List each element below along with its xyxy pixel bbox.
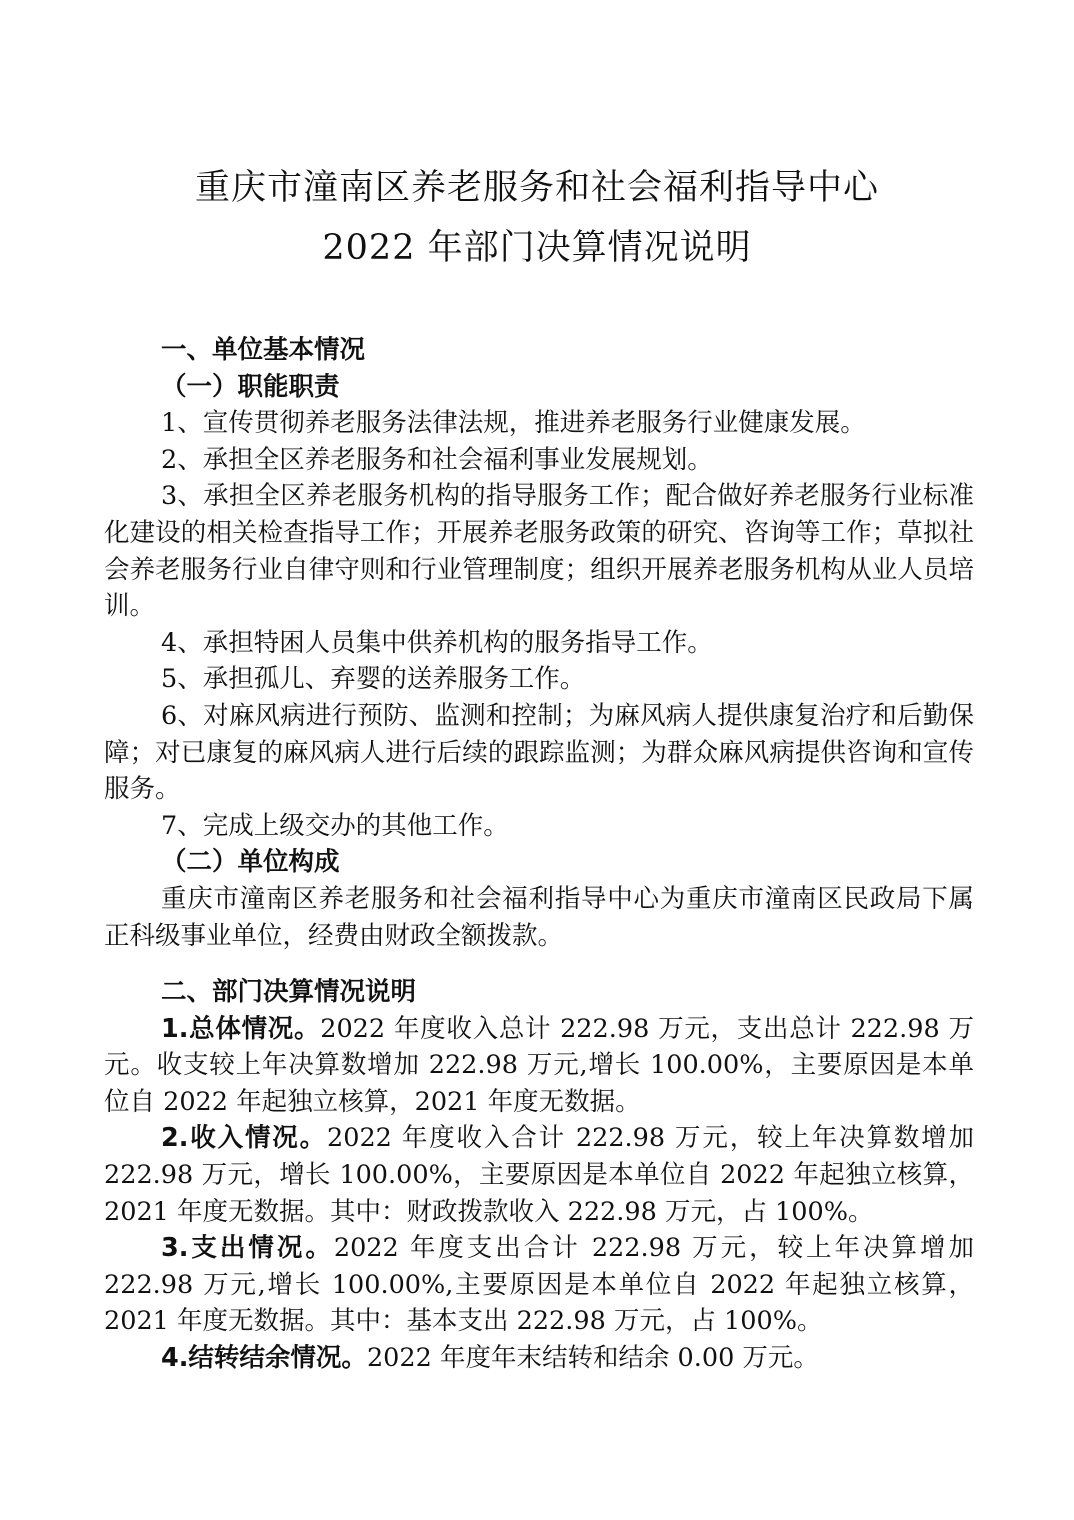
- document-body: [104, 332, 974, 1377]
- budget-item-income: [104, 1120, 974, 1230]
- subsection-heading-composition: （二）单位构成: [161, 847, 340, 878]
- budget-item-label: 4.结转结余情况。: [161, 1343, 367, 1374]
- budget-item-text: 2022 年度收入合计 222.98 万元，较上年决算数增加 222.98 万元，增长 100.00%，主要原因是本单位自 2022 年起独立核算，2021 年度无数据。其中：财政拨款收入 222.98 万元，占 100%。: [104, 1123, 974, 1227]
- composition-paragraph: 重庆市潼南区养老服务和社会福利指导中心为重庆市潼南区民政局下属正科级事业单位，经费由财政全额拨款。: [104, 883, 974, 951]
- budget-item-carryover: [104, 1340, 974, 1377]
- section-heading-budget: 二、部门决算情况说明: [161, 977, 417, 1008]
- function-item-6: 6、对麻风病进行预防、监测和控制；为麻风病人提供康复治疗和后勤保障；对已康复的麻风病人进行后续的跟踪监测；为群众麻风病提供咨询和宣传服务。: [104, 700, 974, 805]
- budget-item-label: 3.支出情况。: [161, 1233, 334, 1264]
- function-item-2: 2、承担全区养老服务和社会福利事业发展规划。: [161, 444, 713, 475]
- budget-item-expenditure: [104, 1230, 974, 1340]
- function-item-4: 4、承担特困人员集中供养机构的服务指导工作。: [161, 627, 713, 658]
- function-item-7: 7、完成上级交办的其他工作。: [161, 810, 509, 841]
- title-line-2: 2022 年部门决算情况说明: [322, 228, 752, 268]
- budget-item-label: 1.总体情况。: [161, 1013, 321, 1044]
- document-title: [0, 158, 1074, 278]
- subsection-heading-functions: （一）职能职责: [161, 371, 340, 402]
- section-heading-basic-info: 一、单位基本情况: [161, 335, 366, 365]
- budget-item-text: 2022 年度收入总计 222.98 万元，支出总计 222.98 万元。收支较上年决算数增加 222.98 万元,增长 100.00%，主要原因是本单位自 2022 年起独立核算，2021 年度无数据。: [104, 1013, 974, 1117]
- title-line-1: 重庆市潼南区养老服务和社会福利指导中心: [194, 168, 879, 208]
- budget-item-text: 2022 年度支出合计 222.98 万元，较上年决算增加 222.98 万元,增长 100.00%,主要原因是本单位自 2022 年起独立核算，2021 年度无数据。其中：基本支出 222.98 万元，占 100%。: [104, 1233, 974, 1337]
- budget-item-text: 2022 年度年末结转和结余 0.00 万元。: [366, 1343, 819, 1374]
- budget-item-label: 2.收入情况。: [161, 1123, 327, 1154]
- function-item-3: 3、承担全区养老服务机构的指导服务工作；配合做好养老服务行业标准化建设的相关检查指导工作；开展养老服务政策的研究、咨询等工作；草拟社会养老服务行业自律守则和行业管理制度；组织开展养老服务机构从业人员培训。: [104, 481, 974, 622]
- budget-item-overall: [104, 1011, 974, 1121]
- function-item-5: 5、承担孤儿、弃婴的送养服务工作。: [161, 664, 586, 695]
- function-item-1: 1、宣传贯彻养老服务法律法规，推进养老服务行业健康发展。: [161, 408, 866, 439]
